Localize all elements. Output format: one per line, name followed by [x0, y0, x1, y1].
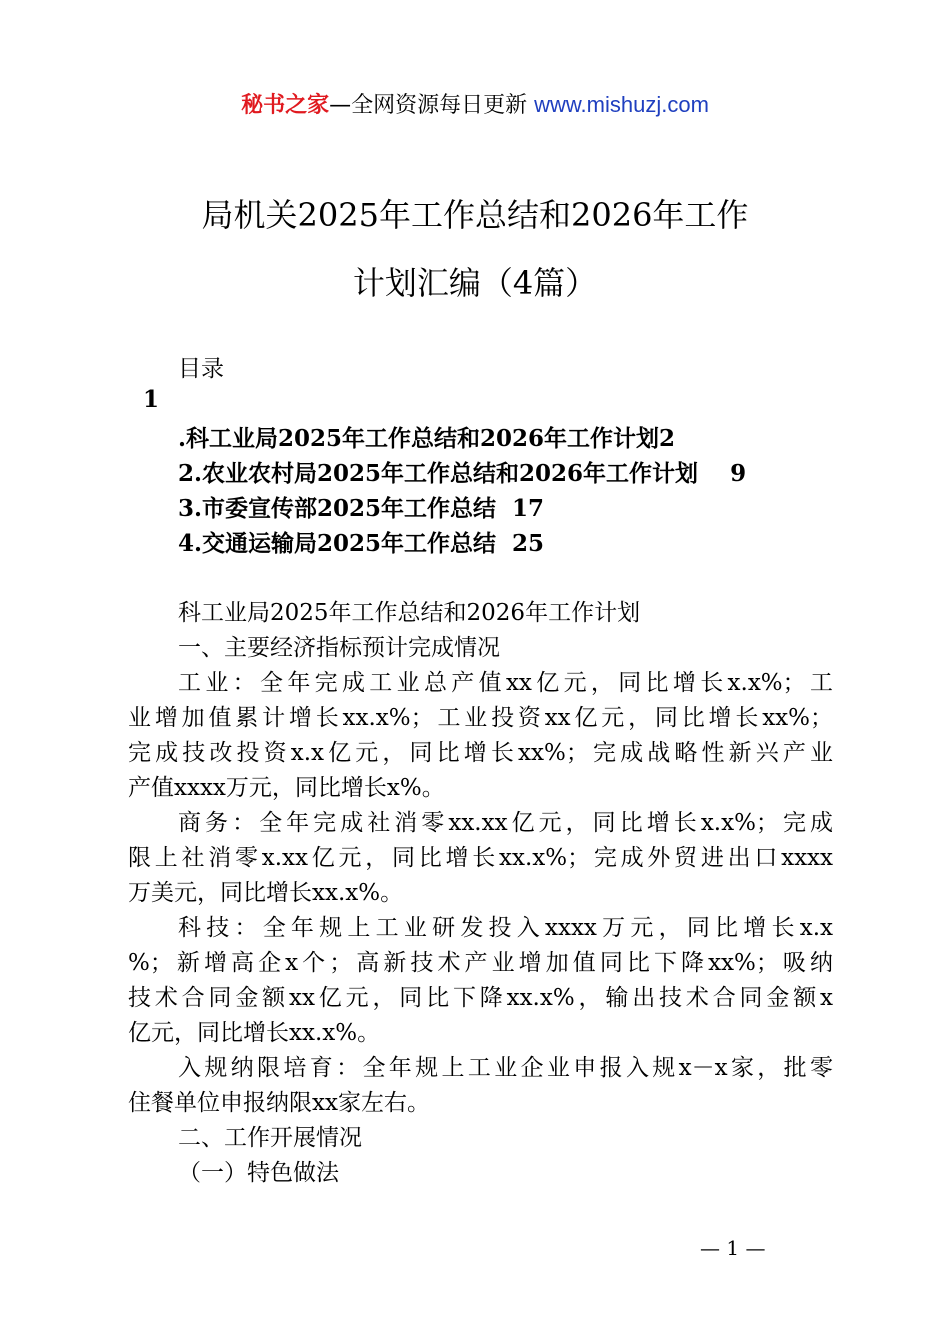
toc-item-1[interactable]: .科工业局2025年工作总结和2026年工作计划2: [178, 425, 676, 452]
paragraph-industry-line: 完成技改投资x.x亿元，同比增长xx%；完成战略性新兴产业: [128, 740, 833, 766]
subsection-heading-1: （一）特色做法: [178, 1160, 339, 1186]
document-title-line-2: 计划汇编（4篇）: [352, 264, 598, 302]
paragraph-cultivation-line: 住餐单位申报纳限xx家左右。: [128, 1090, 430, 1116]
toc-stray-number: 1: [143, 386, 160, 413]
body-doc-title: 科工业局2025年工作总结和2026年工作计划: [178, 600, 641, 626]
toc-item-2[interactable]: 2.农业农村局2025年工作总结和2026年工作计划 9: [178, 460, 747, 487]
paragraph-industry-line: 工业：全年完成工业总产值xx亿元，同比增长x.x%；工: [178, 670, 833, 696]
paragraph-commerce-line: 商务：全年完成社消零xx.xx亿元，同比增长x.x%；完成: [178, 810, 833, 836]
toc-heading: 目录: [178, 356, 224, 382]
paragraph-tech-line: 技术合同金额xx亿元，同比下降xx.x%，输出技术合同金额x: [128, 985, 833, 1011]
paragraph-commerce-line: 限上社消零x.xx亿元，同比增长xx.x%；完成外贸进出口xxxx: [128, 845, 833, 871]
paragraph-commerce-line: 万美元，同比增长xx.x%。: [128, 880, 404, 906]
site-header: [0, 88, 950, 119]
document-title-line-1: 局机关2025年工作总结和2026年工作: [201, 196, 749, 234]
section-heading-1: 一、主要经济指标预计完成情况: [178, 635, 500, 661]
brand-name: 秘书之家: [241, 93, 330, 118]
paragraph-tech-line: %；新增高企x个；高新技术产业增加值同比下降xx%；吸纳: [128, 950, 833, 976]
paragraph-tech-line: 科技：全年规上工业研发投入xxxx万元，同比增长x.x: [178, 915, 833, 941]
paragraph-industry-line: 产值xxxx万元，同比增长x%。: [128, 775, 445, 801]
paragraph-industry-line: 业增加值累计增长xx.x%；工业投资xx亿元，同比增长xx%；: [128, 705, 833, 731]
paragraph-tech-line: 亿元，同比增长xx.x%。: [128, 1020, 381, 1046]
toc-item-3[interactable]: 3.市委宣传部2025年工作总结 17: [178, 495, 545, 522]
header-tagline: —全网资源每日更新: [329, 93, 535, 118]
toc-item-4[interactable]: 4.交通运输局2025年工作总结 25: [178, 530, 545, 557]
paragraph-cultivation-line: 入规纳限培育：全年规上工业企业申报入规x－x家，批零: [178, 1055, 833, 1081]
page-number: — 1 —: [700, 1236, 766, 1260]
site-url-link[interactable]: www.mishuzj.com: [534, 92, 709, 117]
section-heading-2: 二、工作开展情况: [178, 1125, 362, 1151]
